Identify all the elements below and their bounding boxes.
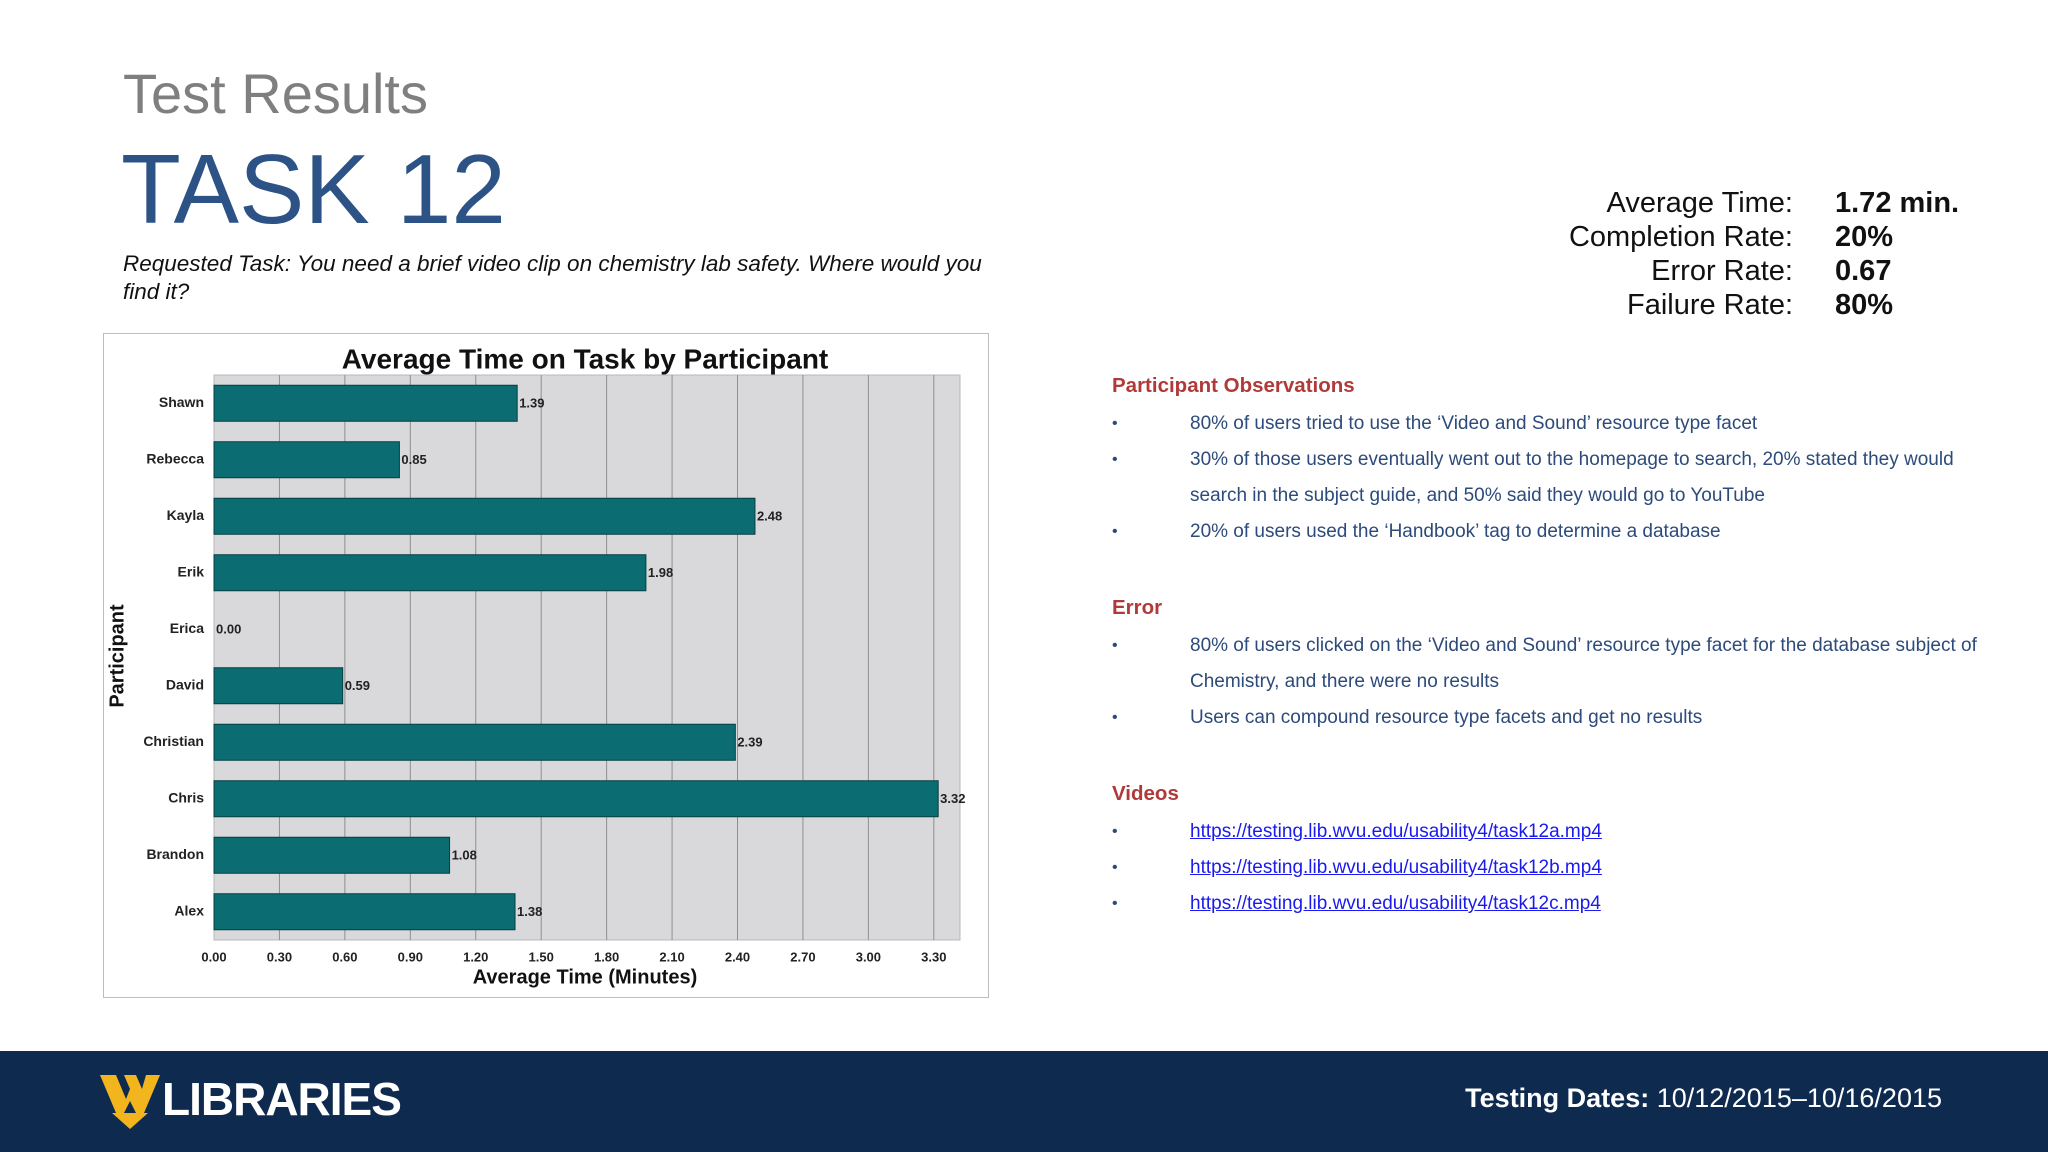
observation-text: 30% of those users eventually went out to the homepage to search, 20% stated they would search in the subject guide, and 50% said they would go to YouTube	[1190, 449, 1954, 506]
video-item	[1112, 850, 2012, 886]
stats-panel	[1450, 186, 2010, 322]
notes-panel	[1112, 366, 2012, 922]
bar-alex	[214, 894, 515, 930]
task-description: Requested Task: You need a brief video clip on chemistry lab safety. Where would you find it?	[123, 251, 982, 304]
stat-label: Failure Rate:	[1626, 289, 1793, 321]
error-heading: Error	[1112, 596, 1163, 619]
x-tick-label: 3.30	[921, 949, 947, 965]
stat-completion-rate	[1450, 220, 2010, 254]
data-label: 0.85	[401, 452, 427, 468]
data-label: 1.08	[451, 847, 477, 863]
x-tick-label: 1.50	[528, 949, 554, 965]
observation-item	[1112, 442, 2012, 514]
error-text: 80% of users clicked on the ‘Video and Sound’ resource type facet for the database subject of Chemistry, and there were no results	[1190, 635, 1977, 692]
y-tick-label: Kayla	[166, 506, 204, 523]
y-tick-label: Erik	[177, 563, 204, 580]
bar-chris	[214, 781, 938, 817]
video-link-a[interactable]: https://testing.lib.wvu.edu/usability4/task12a.mp4	[1190, 821, 1602, 842]
data-label: 1.39	[519, 395, 545, 411]
x-tick-label: 1.80	[593, 949, 620, 965]
observation-text: 20% of users used the ‘Handbook’ tag to determine a database	[1190, 521, 1721, 542]
bar-chart	[103, 333, 989, 998]
chart-title: Average Time on Task by Participant	[341, 343, 829, 375]
error-item	[1112, 700, 2012, 736]
data-label: 0.00	[216, 621, 242, 637]
bullet-icon: •	[1112, 451, 1118, 468]
data-label: 2.48	[756, 508, 783, 524]
error-text: Users can compound resource type facets and get no results	[1190, 707, 1703, 728]
bar-brandon	[214, 837, 450, 873]
y-tick-label: Brandon	[146, 845, 204, 862]
stat-value: 0.67	[1835, 255, 1892, 287]
chart-svg	[104, 334, 990, 999]
slide-title: TASK 12	[121, 134, 506, 244]
video-link-b[interactable]: https://testing.lib.wvu.edu/usability4/task12b.mp4	[1190, 857, 1602, 878]
stat-value: 20%	[1835, 221, 1894, 253]
observations-heading: Participant Observations	[1112, 374, 1355, 397]
x-tick-label: 0.30	[266, 949, 293, 965]
bar-erik	[214, 555, 646, 591]
y-tick-label: Shawn	[158, 393, 204, 410]
bullet-icon: •	[1112, 823, 1118, 840]
logo-text: LIBRARIES	[162, 1073, 401, 1125]
bullet-icon: •	[1112, 523, 1118, 540]
x-tick-label: 0.00	[201, 949, 227, 965]
x-tick-label: 2.40	[724, 949, 751, 965]
error-item	[1112, 628, 2012, 700]
bullet-icon: •	[1112, 709, 1118, 726]
footer-bar	[0, 1051, 2048, 1152]
observation-item	[1112, 514, 2012, 550]
stat-label: Average Time:	[1606, 187, 1793, 219]
y-tick-label: Rebecca	[146, 450, 204, 467]
bar-shawn	[214, 385, 517, 421]
chart-ylabel: Participant	[106, 604, 129, 708]
videos-heading: Videos	[1112, 782, 1179, 805]
y-tick-label: David	[165, 676, 204, 693]
observation-item	[1112, 406, 2012, 442]
data-label: 2.39	[737, 734, 763, 750]
testing-dates	[1465, 1083, 1942, 1114]
bullet-icon: •	[1112, 859, 1118, 876]
bullet-icon: •	[1112, 637, 1118, 654]
y-tick-label: Christian	[143, 732, 204, 749]
data-label: 3.32	[940, 791, 966, 807]
data-label: 0.59	[344, 678, 371, 694]
chart-xlabel: Average Time (Minutes)	[472, 966, 698, 989]
x-tick-label: 3.00	[855, 949, 882, 965]
stat-value: 1.72 min.	[1835, 187, 1960, 219]
x-tick-label: 1.20	[463, 949, 489, 965]
observation-text: 80% of users tried to use the ‘Video and Sound’ resource type facet	[1190, 413, 1758, 434]
testing-dates-label: Testing Dates:	[1465, 1083, 1650, 1113]
bullet-icon: •	[1112, 415, 1118, 432]
x-tick-label: 0.60	[332, 949, 358, 965]
data-label: 1.38	[517, 904, 543, 920]
bar-rebecca	[214, 442, 399, 478]
wvu-libraries-logo	[100, 1073, 400, 1133]
stat-error-rate	[1450, 254, 2010, 288]
stat-average-time	[1450, 186, 2010, 220]
bar-david	[214, 668, 343, 704]
y-tick-label: Erica	[169, 619, 204, 636]
chart-plot	[143, 375, 965, 964]
video-item	[1112, 814, 2012, 850]
x-tick-label: 2.10	[659, 949, 685, 965]
video-link-c[interactable]: https://testing.lib.wvu.edu/usability4/task12c.mp4	[1190, 893, 1601, 914]
x-tick-label: 0.90	[397, 949, 423, 965]
slide-subtitle: Test Results	[123, 62, 428, 125]
y-tick-label: Alex	[174, 902, 204, 919]
bullet-icon: •	[1112, 895, 1118, 912]
y-tick-label: Chris	[168, 789, 204, 806]
stat-label: Completion Rate:	[1568, 221, 1793, 253]
wv-logo-icon	[100, 1073, 160, 1129]
bar-christian	[214, 724, 735, 760]
bar-kayla	[214, 498, 755, 534]
stat-value: 80%	[1835, 289, 1894, 321]
stat-failure-rate	[1450, 288, 2010, 322]
stat-label: Error Rate:	[1651, 255, 1793, 287]
x-tick-label: 2.70	[790, 949, 816, 965]
video-item	[1112, 886, 2012, 922]
testing-dates-value: 10/12/2015–10/16/2015	[1656, 1083, 1942, 1113]
data-label: 1.98	[647, 565, 674, 581]
